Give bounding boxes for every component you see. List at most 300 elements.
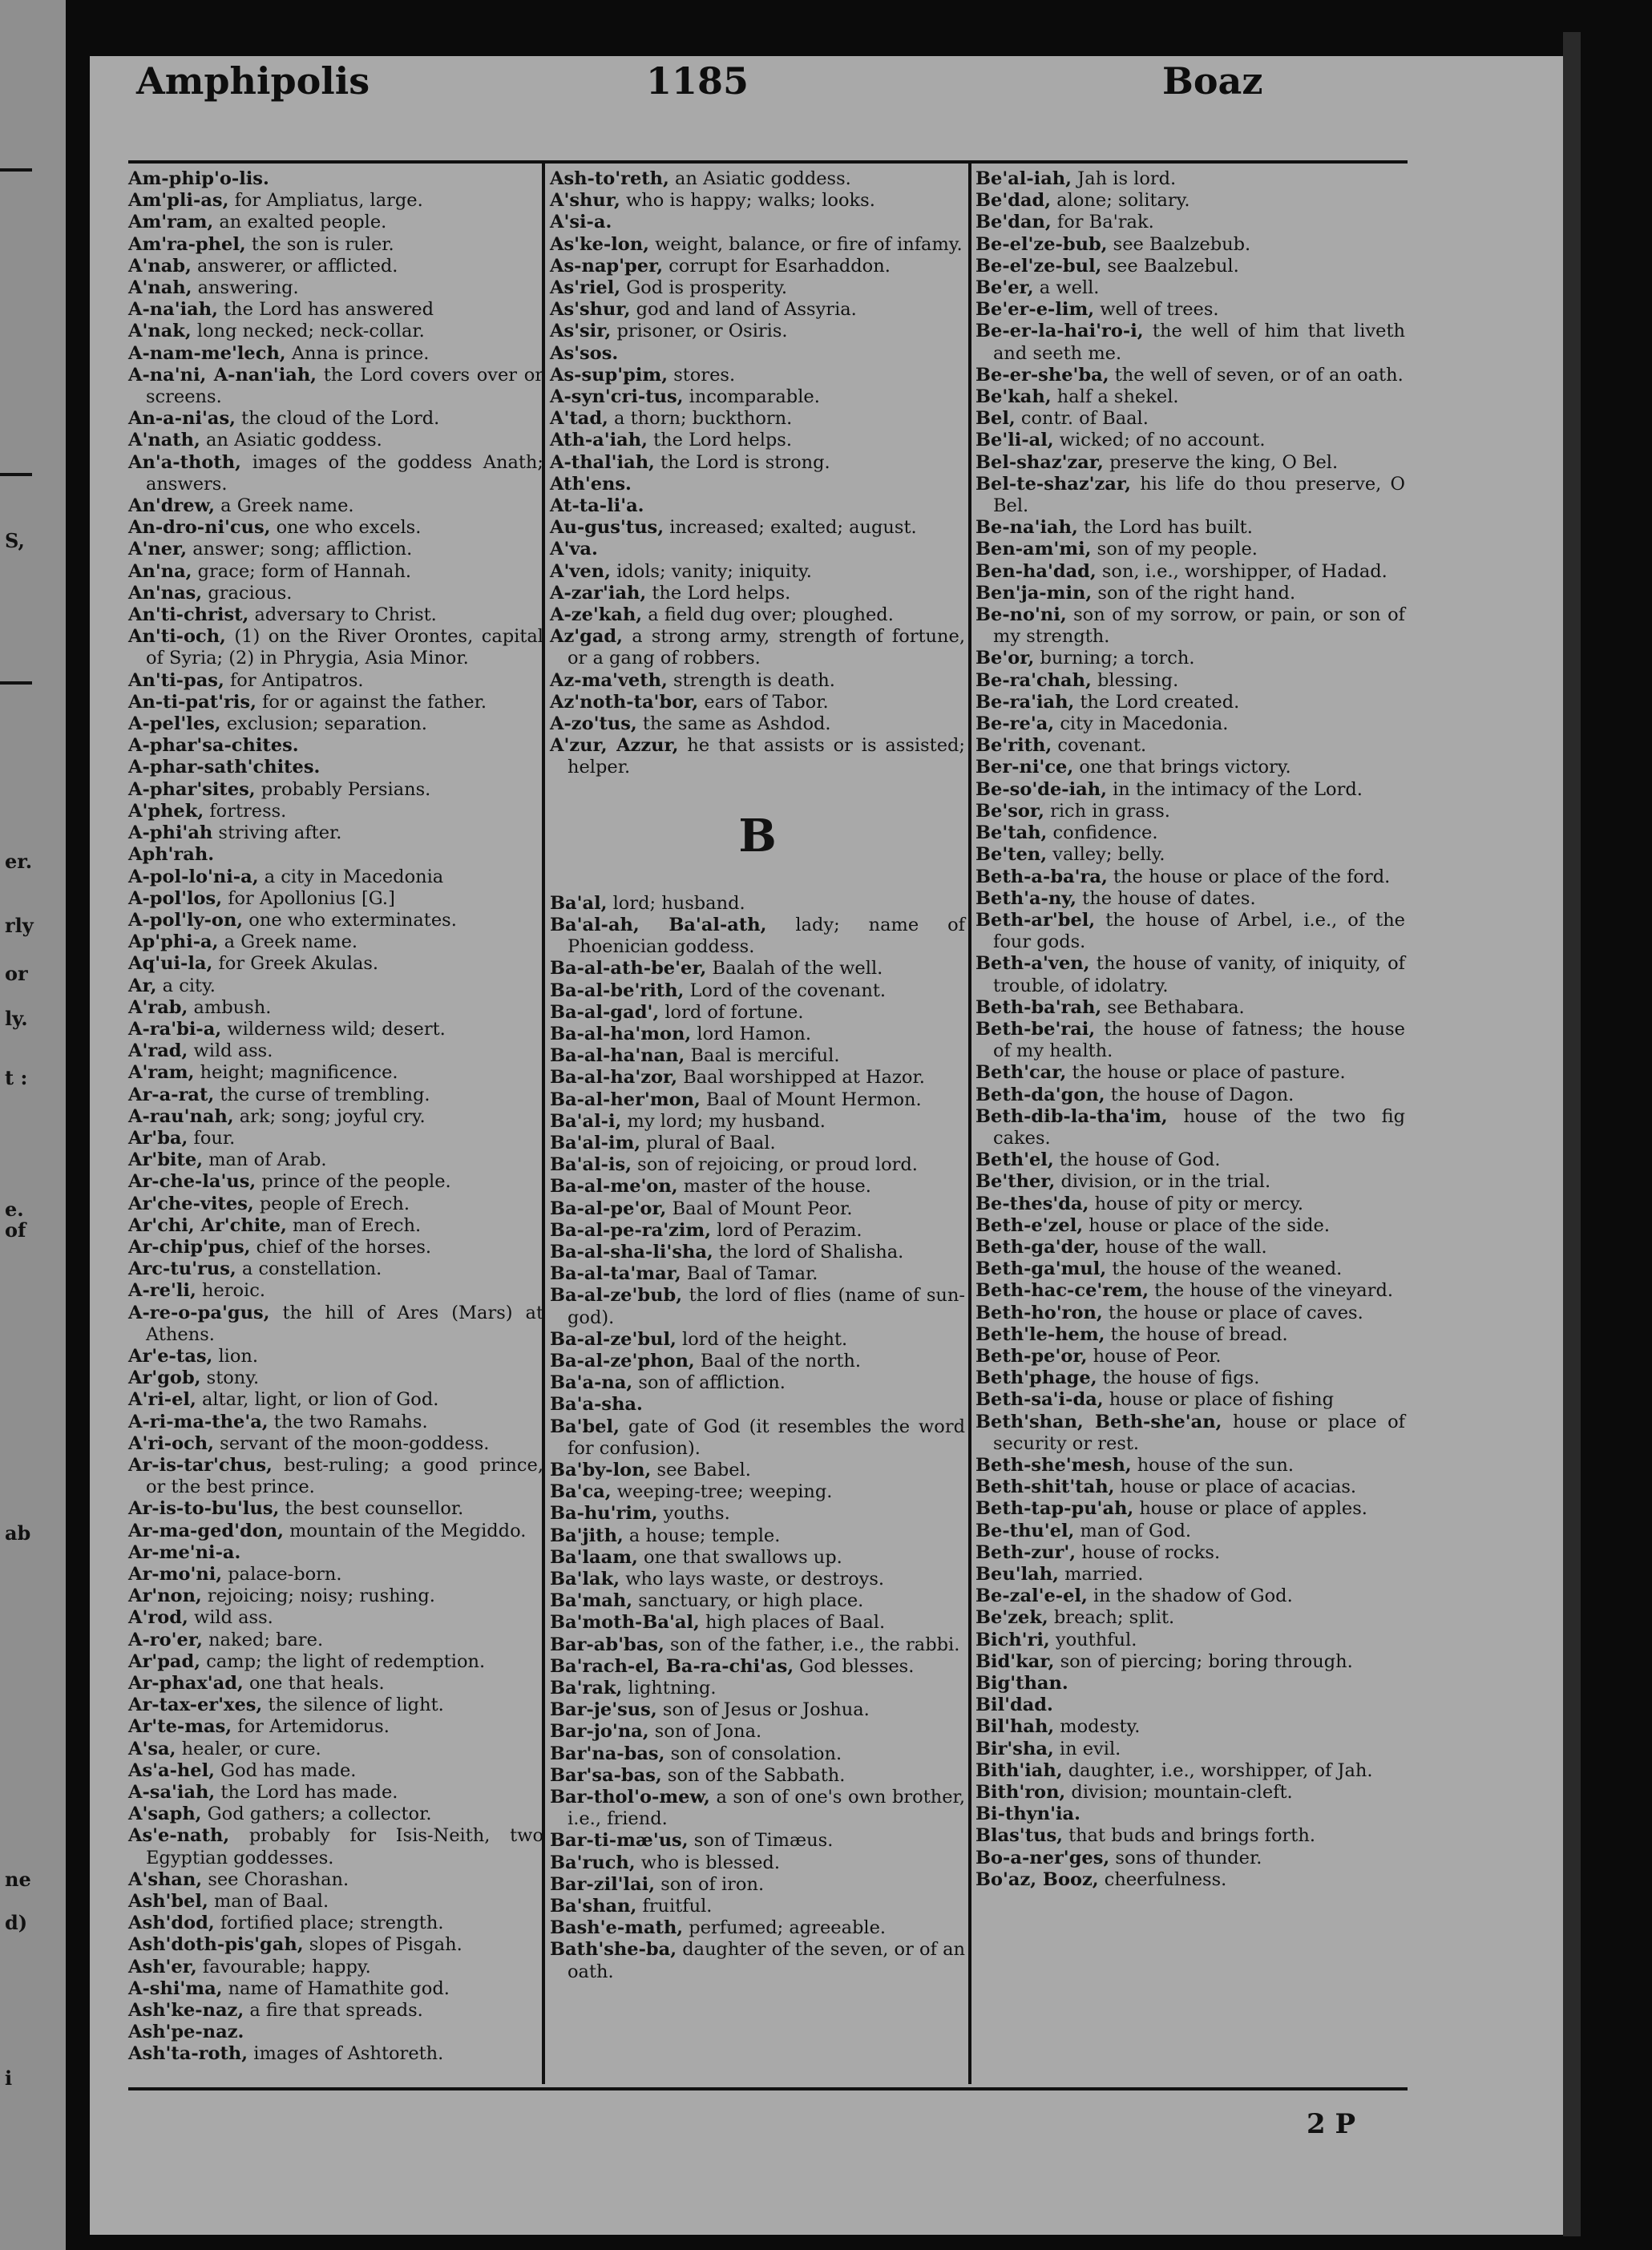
dictionary-entry — [128, 997, 543, 1019]
entry-headword: Bel-shaz'zar, — [975, 451, 1104, 473]
entry-headword: Ar-mo'ni, — [128, 1564, 223, 1585]
entry-headword: Be'tah, — [975, 822, 1048, 844]
entry-headword: A-na'iah, — [128, 299, 218, 321]
entry-headword: Ba'jith, — [550, 1525, 624, 1546]
dictionary-entry — [975, 735, 1405, 757]
dictionary-entry — [128, 2000, 543, 2022]
dictionary-entry — [128, 408, 543, 430]
entry-definition: one who exterminates. — [248, 909, 457, 931]
entry-headword: As-nap'per, — [550, 255, 664, 277]
entry-headword: A-pol'los, — [128, 887, 223, 909]
entry-definition: the Lord has made. — [220, 1782, 398, 1804]
entry-definition: the hill of Ares (Mars) at Athens. — [146, 1302, 544, 1345]
dictionary-entry — [975, 539, 1405, 560]
entry-headword: Ben'ja-min, — [975, 582, 1093, 604]
dictionary-entry — [550, 692, 965, 713]
entry-headword: Az'gad, — [550, 626, 623, 648]
entry-headword: Beth-ga'der, — [975, 1236, 1100, 1258]
dictionary-entry — [550, 517, 965, 539]
entry-definition: God has made. — [220, 1759, 357, 1781]
entry-definition: half a shekel. — [1056, 386, 1179, 408]
entry-definition: man of God. — [1080, 1520, 1192, 1541]
dictionary-entry — [975, 1258, 1405, 1280]
entry-headword: Bel, — [975, 408, 1016, 430]
entry-definition: contr. of Baal. — [1020, 408, 1149, 430]
column-2 — [550, 168, 965, 1983]
entry-headword: Bir'sha, — [975, 1738, 1054, 1759]
dictionary-entry — [975, 888, 1405, 910]
entry-definition: who is blessed. — [640, 1852, 780, 1873]
entry-headword: Be'ten, — [975, 844, 1048, 866]
entry-headword: A'nah, — [128, 277, 192, 299]
dictionary-entry — [550, 735, 965, 778]
entry-headword: Ba-al-sha-li'sha, — [550, 1241, 713, 1262]
dictionary-entry — [128, 692, 543, 713]
entry-headword: Ba'rach-el, Ba-ra-chi'as, — [550, 1655, 794, 1677]
entry-headword: Be'dan, — [975, 212, 1052, 233]
entry-headword: An'na, — [128, 560, 192, 582]
entry-headword: Be-re'a, — [975, 713, 1055, 735]
entry-headword: Az'noth-ta'bor, — [550, 691, 699, 713]
entry-definition: ark; song; joyful cry. — [239, 1105, 426, 1127]
entry-definition: house or place of the side. — [1089, 1214, 1330, 1236]
entry-headword: Ar'non, — [128, 1586, 202, 1607]
entry-definition: house or place of fishing — [1109, 1389, 1334, 1411]
dictionary-entry — [975, 1085, 1405, 1106]
dictionary-entry — [550, 321, 965, 342]
entry-headword: Bar-ti-mæ'us, — [550, 1830, 689, 1852]
entry-definition: prisoner, or Osiris. — [616, 321, 788, 342]
entry-definition: see Chorashan. — [208, 1868, 349, 1890]
entry-headword: Ba'laam, — [550, 1546, 638, 1568]
dictionary-entry — [975, 561, 1405, 583]
entry-headword: Beth'shan, Beth-she'an, — [975, 1411, 1222, 1432]
entry-headword: Ar'chi, Ar'chite, — [128, 1214, 287, 1236]
entry-headword: Ber-ni'ce, — [975, 757, 1074, 778]
dictionary-entry — [550, 1525, 965, 1547]
dictionary-entry — [550, 1896, 965, 1917]
dictionary-entry — [975, 1630, 1405, 1651]
entry-definition: the house of dates. — [1082, 887, 1256, 909]
entry-headword: Beth-ga'mul, — [975, 1258, 1107, 1280]
entry-definition: people of Erech. — [259, 1193, 410, 1214]
entry-headword: As'sos. — [550, 342, 619, 364]
entry-headword: Ba'lak, — [550, 1568, 620, 1590]
fragment: rly — [5, 914, 34, 937]
entry-headword: Bil'hah, — [975, 1716, 1055, 1738]
entry-definition: the house of fatness; the house of my health. — [993, 1018, 1405, 1062]
dictionary-entry — [550, 168, 965, 190]
entry-definition: a well. — [1039, 277, 1100, 299]
entry-definition: see Baalzebul. — [1107, 255, 1239, 277]
entry-headword: A'ri-el, — [128, 1389, 196, 1411]
dictionary-entry — [550, 1002, 965, 1024]
entry-definition: perfumed; agreeable. — [689, 1917, 887, 1939]
dictionary-entry — [128, 1019, 543, 1040]
dictionary-entry — [975, 1804, 1405, 1825]
entry-headword: Be-el'ze-bub, — [975, 233, 1108, 255]
dictionary-entry — [550, 190, 965, 212]
entry-headword: A-ze'kah, — [550, 604, 643, 626]
entry-definition: fortress. — [209, 800, 287, 822]
entry-headword: Ba-al-ha'nan, — [550, 1045, 685, 1067]
entry-definition: who is happy; walks; looks. — [625, 190, 875, 212]
entry-headword: Ba-al-ath-be'er, — [550, 958, 707, 980]
entry-headword: A-syn'cri-tus, — [550, 386, 684, 408]
entry-definition: that buds and brings forth. — [1068, 1825, 1315, 1847]
entry-headword: Bar-zil'lai, — [550, 1873, 656, 1895]
entry-headword: Ash'bel, — [128, 1891, 208, 1913]
dictionary-entry — [550, 1612, 965, 1634]
entry-headword: Am-phip'o-lis. — [128, 168, 269, 189]
entry-headword: Be'rith, — [975, 735, 1052, 757]
dictionary-entry — [975, 1848, 1405, 1869]
entry-definition: man of Erech. — [292, 1214, 422, 1236]
page-number: 1185 — [645, 59, 749, 103]
entry-headword: Be-er-she'ba, — [975, 364, 1109, 386]
entry-headword: Be'er, — [975, 277, 1034, 299]
column-3 — [975, 168, 1405, 1891]
dictionary-entry — [550, 1045, 965, 1067]
entry-definition: wild ass. — [193, 1040, 273, 1062]
dictionary-entry — [550, 1111, 965, 1133]
entry-definition: height; magnificence. — [200, 1062, 398, 1084]
entry-definition: answer; song; affliction. — [192, 539, 413, 560]
entry-definition: who lays waste, or destroys. — [625, 1568, 885, 1590]
entry-definition: house of the sun. — [1137, 1454, 1295, 1476]
dictionary-entry — [128, 168, 543, 190]
dictionary-entry — [550, 1699, 965, 1721]
dictionary-entry — [975, 648, 1405, 669]
fragment: of — [5, 1218, 26, 1242]
entry-headword: Big'than. — [975, 1673, 1068, 1695]
entry-headword: Be'li-al, — [975, 430, 1054, 451]
dictionary-entry — [128, 277, 543, 299]
fragment: or — [5, 962, 28, 985]
entry-definition: a field dug over; ploughed. — [648, 604, 894, 626]
entry-headword: Bo-a-ner'ges, — [975, 1847, 1110, 1868]
entry-definition: the silence of light. — [268, 1695, 444, 1716]
entry-headword: Be'er-e-lim, — [975, 299, 1095, 321]
entry-definition: the son is ruler. — [251, 233, 394, 255]
entry-definition: a Greek name. — [224, 931, 358, 953]
entry-headword: Bo'az, Booz, — [975, 1868, 1099, 1890]
entry-definition: the Lord covers over or screens. — [146, 364, 543, 408]
dictionary-entry — [128, 1869, 543, 1891]
entry-definition: daughter of the seven, or of an oath. — [567, 1939, 965, 1982]
entry-definition: house of the wall. — [1105, 1236, 1267, 1258]
entry-headword: A-phar'sa-chites. — [128, 735, 299, 757]
dictionary-entry — [550, 212, 965, 233]
entry-headword: A-na'ni, A-nan'iah, — [128, 364, 317, 386]
dictionary-entry — [550, 583, 965, 604]
entry-definition: Baal of Tamar. — [686, 1263, 818, 1285]
entry-definition: grace; form of Hannah. — [197, 560, 412, 582]
dictionary-entry — [550, 1263, 965, 1285]
entry-definition: son of the father, i.e., the rabbi. — [669, 1634, 960, 1655]
entry-headword: Ba'al-i, — [550, 1110, 622, 1132]
dictionary-entry — [975, 1412, 1405, 1455]
dictionary-entry — [550, 1743, 965, 1765]
dictionary-entry — [550, 1067, 965, 1089]
entry-definition: corrupt for Esarhaddon. — [668, 255, 891, 277]
entry-definition: rejoicing; noisy; rushing. — [207, 1586, 435, 1607]
entry-headword: Ba'bel, — [550, 1416, 620, 1437]
fragment: ly. — [5, 1007, 28, 1030]
entry-headword: Ba-al-be'rith, — [550, 980, 685, 1001]
dictionary-entry — [128, 1040, 543, 1062]
dictionary-entry — [550, 495, 965, 517]
dictionary-entry — [128, 757, 543, 778]
dictionary-entry — [128, 1978, 543, 2000]
entry-definition: altar, light, or lion of God. — [201, 1389, 439, 1411]
dictionary-entry — [975, 1367, 1405, 1389]
dictionary-entry — [128, 953, 543, 975]
fragment: t : — [5, 1066, 28, 1089]
entry-definition: son of Timæus. — [693, 1830, 834, 1852]
entry-headword: Ba-al-ha'mon, — [550, 1023, 692, 1044]
dictionary-entry — [128, 299, 543, 321]
dictionary-entry — [550, 1547, 965, 1569]
entry-definition: slopes of Pisgah. — [309, 1934, 462, 1956]
dictionary-entry — [550, 1590, 965, 1612]
entry-definition: four. — [193, 1127, 236, 1149]
dictionary-entry — [550, 1569, 965, 1590]
entry-headword: Ba'a-sha. — [550, 1394, 643, 1416]
entry-headword: Aph'rah. — [128, 844, 215, 866]
entry-headword: Ba-al-ta'mar, — [550, 1263, 681, 1285]
dictionary-entry — [128, 1346, 543, 1367]
entry-definition: preserve the king, O Bel. — [1109, 451, 1339, 473]
dictionary-entry — [975, 1237, 1405, 1258]
page-edge-shadow — [1563, 32, 1581, 2236]
dictionary-entry — [975, 997, 1405, 1019]
dictionary-entry — [550, 980, 965, 1002]
entry-headword: Ben-ha'dad, — [975, 560, 1097, 582]
entry-headword: Ar-tax-er'xes, — [128, 1695, 263, 1716]
entry-definition: wilderness wild; desert. — [227, 1018, 446, 1040]
dictionary-entry — [550, 1329, 965, 1351]
entry-headword: Beth-ho'ron, — [975, 1302, 1103, 1323]
entry-headword: Bar-thol'o-mew, — [550, 1787, 710, 1808]
dictionary-entry — [975, 452, 1405, 474]
entry-headword: A-phi'ah — [128, 822, 213, 844]
entry-definition: an Asiatic goddess. — [206, 430, 382, 451]
entry-headword: As'ke-lon, — [550, 233, 650, 255]
dictionary-entry — [128, 1171, 543, 1193]
entry-definition: ambush. — [193, 996, 272, 1018]
entry-definition: for Ba'rak. — [1056, 212, 1154, 233]
entry-headword: A-zar'iah, — [550, 582, 647, 604]
footer-rule — [128, 2087, 1408, 2090]
entry-headword: Bith'ron, — [975, 1782, 1066, 1804]
entry-definition: house of rocks. — [1081, 1541, 1221, 1563]
entry-definition: stony. — [206, 1367, 260, 1389]
divider — [0, 681, 32, 685]
entry-definition: house or place of acacias. — [1120, 1476, 1357, 1498]
entry-definition: in evil. — [1059, 1738, 1121, 1759]
entry-definition: son of piercing; boring through. — [1060, 1650, 1353, 1672]
entry-headword: Ar-is-to-bu'lus, — [128, 1498, 280, 1520]
dictionary-entry — [975, 1106, 1405, 1149]
dictionary-entry — [975, 1215, 1405, 1237]
dictionary-entry — [550, 915, 965, 958]
dictionary-entry — [975, 365, 1405, 386]
entry-headword: Be-ra'chah, — [975, 669, 1092, 691]
dictionary-entry — [550, 452, 965, 474]
entry-definition: son of my people. — [1097, 539, 1258, 560]
entry-headword: Beth-zur', — [975, 1541, 1076, 1563]
entry-definition: the house of Dagon. — [1110, 1084, 1295, 1105]
entry-definition: the cloud of the Lord. — [241, 408, 440, 430]
dictionary-entry — [550, 365, 965, 386]
dictionary-entry — [128, 583, 543, 604]
dictionary-entry — [128, 2043, 543, 2065]
entry-headword: Bar-ab'bas, — [550, 1634, 664, 1655]
entry-headword: Ath'ens. — [550, 473, 632, 495]
entry-definition: lightning. — [628, 1678, 717, 1699]
entry-definition: lion. — [218, 1345, 259, 1367]
dictionary-entry — [550, 408, 965, 430]
entry-definition: probably for Isis-Neith, two Egyptian goddesses. — [146, 1825, 543, 1868]
entry-definition: one that brings victory. — [1079, 757, 1291, 778]
entry-definition: rich in grass. — [1050, 800, 1170, 822]
entry-headword: Ba-hu'rim, — [550, 1503, 658, 1525]
entry-headword: A-ra'bi-a, — [128, 1018, 222, 1040]
dictionary-entry — [128, 212, 543, 233]
entry-definition: the well of seven, or of an oath. — [1114, 364, 1404, 386]
dictionary-entry — [128, 1739, 543, 1760]
dictionary-entry — [975, 1586, 1405, 1607]
fragment: e. — [5, 1198, 24, 1221]
entry-headword: Beth-pe'or, — [975, 1345, 1088, 1367]
entry-headword: Ba'ca, — [550, 1481, 612, 1503]
dictionary-entry — [550, 670, 965, 692]
entry-definition: burning; a torch. — [1040, 648, 1195, 669]
entry-definition: son of the Sabbath. — [667, 1764, 846, 1786]
dictionary-entry — [128, 976, 543, 997]
entry-headword: A'nath, — [128, 430, 200, 451]
dictionary-entry — [128, 561, 543, 583]
dictionary-entry — [128, 1280, 543, 1302]
dictionary-entry — [128, 1607, 543, 1629]
entry-headword: A-sa'iah, — [128, 1782, 216, 1804]
entry-definition: the two Ramahs. — [273, 1411, 428, 1432]
entry-headword: A'sa, — [128, 1738, 176, 1759]
entry-definition: son of consolation. — [670, 1743, 842, 1764]
dictionary-entry — [975, 604, 1405, 648]
entry-definition: house of Peor. — [1093, 1345, 1222, 1367]
entry-headword: Ba-al-ha'zor, — [550, 1067, 678, 1089]
entry-definition: lord; husband. — [612, 892, 745, 914]
dictionary-entry — [975, 1149, 1405, 1171]
dictionary-entry — [550, 1351, 965, 1372]
entry-definition: images of the goddess Anath; answers. — [146, 451, 543, 495]
dictionary-entry — [550, 1830, 965, 1852]
dictionary-entry — [975, 212, 1405, 233]
dictionary-entry — [975, 474, 1405, 517]
dictionary-entry — [550, 1242, 965, 1263]
entry-definition: long necked; neck-collar. — [196, 321, 425, 342]
entry-headword: Be-zal'e-el, — [975, 1586, 1088, 1607]
entry-definition: my lord; my husband. — [627, 1110, 826, 1132]
dictionary-entry — [128, 452, 543, 495]
dictionary-entry — [550, 1678, 965, 1699]
entry-headword: Ar-is-tar'chus, — [128, 1454, 273, 1476]
dictionary-entry — [550, 1154, 965, 1176]
entry-definition: an Asiatic goddess. — [675, 168, 851, 189]
entry-definition: for Artemidorus. — [237, 1716, 390, 1738]
entry-headword: Beth'le-hem, — [975, 1323, 1105, 1345]
dictionary-entry — [975, 1607, 1405, 1629]
dictionary-entry — [975, 1498, 1405, 1520]
entry-headword: Bid'kar, — [975, 1650, 1055, 1672]
dictionary-entry — [128, 1825, 543, 1868]
entry-headword: Be-na'iah, — [975, 517, 1078, 539]
entry-definition: prince of the people. — [261, 1171, 451, 1193]
entry-definition: the Lord created. — [1080, 691, 1240, 713]
entry-headword: A'ram, — [128, 1062, 195, 1084]
entry-headword: A-ri-ma-the'a, — [128, 1411, 269, 1432]
entry-headword: An'ti-christ, — [128, 604, 249, 626]
entry-headword: An'a-thoth, — [128, 451, 241, 473]
entry-headword: Arc-tu'rus, — [128, 1258, 236, 1280]
dictionary-entry — [975, 757, 1405, 778]
entry-headword: Blas'tus, — [975, 1825, 1063, 1847]
entry-headword: Ba-al-ze'phon, — [550, 1350, 695, 1371]
dictionary-entry — [550, 430, 965, 451]
entry-headword: A-pol-lo'ni-a, — [128, 866, 259, 887]
entry-definition: a city. — [162, 975, 216, 996]
dictionary-entry — [128, 866, 543, 888]
entry-headword: Ash'er, — [128, 1956, 197, 1977]
entry-headword: Ar-che-la'us, — [128, 1171, 256, 1193]
entry-headword: An-ti-pat'ris, — [128, 691, 256, 713]
entry-definition: breach; split. — [1053, 1607, 1175, 1629]
dictionary-entry — [975, 1476, 1405, 1498]
entry-headword: Beth-sa'i-da, — [975, 1389, 1104, 1411]
dictionary-entry — [128, 1455, 543, 1498]
entry-headword: Beth'phage, — [975, 1367, 1097, 1389]
dictionary-entry — [128, 1106, 543, 1128]
entry-headword: Ba-al-pe-ra'zim, — [550, 1219, 712, 1241]
dictionary-entry — [975, 1389, 1405, 1411]
entry-headword: Be-ra'iah, — [975, 691, 1075, 713]
entry-headword: Be'dad, — [975, 190, 1052, 212]
entry-headword: An'ti-pas, — [128, 669, 224, 691]
dictionary-entry — [550, 1481, 965, 1503]
entry-headword: A'rod, — [128, 1607, 188, 1629]
entry-definition: a Greek name. — [220, 495, 354, 517]
entry-definition: for Apollonius [G.] — [228, 887, 395, 909]
dictionary-entry — [128, 1194, 543, 1215]
entry-definition: city in Macedonia. — [1060, 713, 1229, 735]
entry-definition: gate of God (it resembles the word for confusion). — [567, 1416, 965, 1459]
dictionary-entry — [128, 1891, 543, 1913]
entry-headword: A'ri-och, — [128, 1432, 214, 1454]
entry-definition: best-ruling; a good prince, or the best prince. — [146, 1454, 543, 1498]
dictionary-entry — [975, 256, 1405, 277]
signature-mark: 2 P — [1307, 2108, 1356, 2140]
dictionary-entry — [550, 1460, 965, 1481]
entry-definition: favourable; happy. — [202, 1956, 371, 1977]
entry-headword: Be-er-la-hai'ro-i, — [975, 321, 1144, 342]
dictionary-entry — [550, 1939, 965, 1982]
dictionary-entry — [128, 1586, 543, 1607]
entry-headword: Ba'a-na, — [550, 1372, 633, 1394]
section-letter: B — [738, 809, 777, 862]
entry-definition: lord of fortune. — [664, 1001, 804, 1023]
